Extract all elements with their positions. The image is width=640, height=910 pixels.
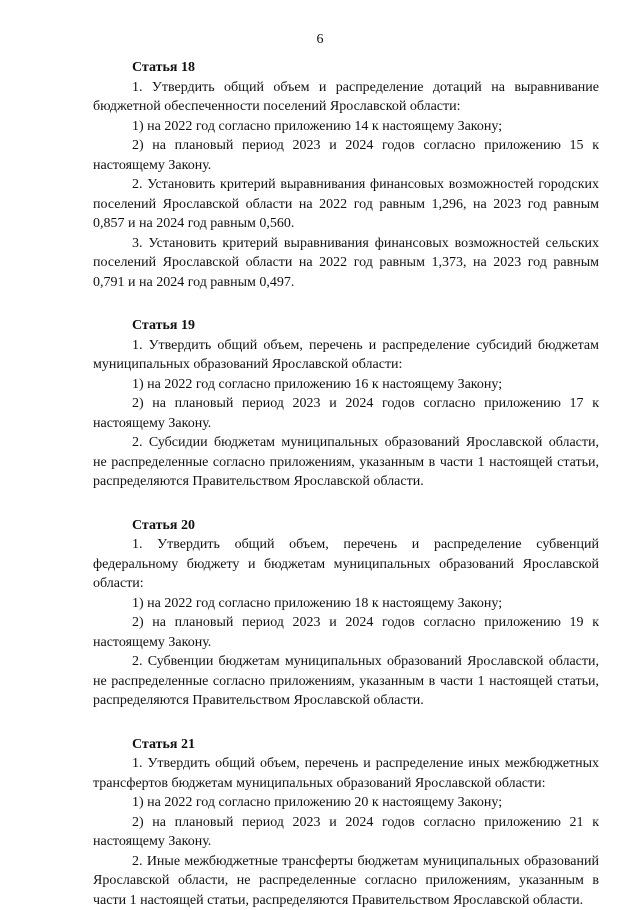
article-paragraph: 1. Утвердить общий объем, перечень и распределение иных межбюджетных трансфертов бюджетам муниципальных образований Ярославской области: <box>93 754 599 793</box>
article-paragraph: 1) на 2022 год согласно приложению 18 к настоящему Закону; <box>93 594 599 614</box>
article-21 <box>93 735 599 910</box>
document-body <box>93 58 599 910</box>
article-paragraph: 2. Иные межбюджетные трансферты бюджетам муниципальных образований Ярославской области, не распределенные согласно приложениям, указанным в части 1 настоящей статьи, распределяются Правительством Ярославской области. <box>93 852 599 910</box>
article-paragraph: 2) на плановый период 2023 и 2024 годов согласно приложению 21 к настоящему Закону. <box>93 813 599 852</box>
article-title: Статья 20 <box>132 516 599 536</box>
article-paragraph: 1. Утвердить общий объем, перечень и распределение субсидий бюджетам муниципальных образований Ярославской области: <box>93 336 599 375</box>
article-paragraph: 1) на 2022 год согласно приложению 14 к настоящему Закону; <box>93 117 599 137</box>
article-20 <box>93 516 599 711</box>
article-title: Статья 21 <box>132 735 599 755</box>
article-19 <box>93 316 599 492</box>
article-paragraph: 2) на плановый период 2023 и 2024 годов согласно приложению 17 к настоящему Закону. <box>93 394 599 433</box>
article-title: Статья 19 <box>132 316 599 336</box>
article-paragraph: 2. Установить критерий выравнивания финансовых возможностей городских поселений Ярославской области на 2022 год равным 1,296, на 2023 год равным 0,857 и на 2024 год равным 0,560. <box>93 175 599 234</box>
article-title: Статья 18 <box>132 58 599 78</box>
article-paragraph: 1. Утвердить общий объем и распределение дотаций на выравнивание бюджетной обеспеченности поселений Ярославской области: <box>93 78 599 117</box>
article-paragraph: 2) на плановый период 2023 и 2024 годов согласно приложению 19 к настоящему Закону. <box>93 613 599 652</box>
article-paragraph: 1) на 2022 год согласно приложению 16 к настоящему Закону; <box>93 375 599 395</box>
article-paragraph: 2) на плановый период 2023 и 2024 годов согласно приложению 15 к настоящему Закону. <box>93 136 599 175</box>
article-paragraph: 2. Субвенции бюджетам муниципальных образований Ярославской области, не распределенные согласно приложениям, указанным в части 1 настоящей статьи, распределяются Правительством Ярославской области. <box>93 652 599 711</box>
article-18 <box>93 58 599 292</box>
article-paragraph: 1) на 2022 год согласно приложению 20 к настоящему Закону; <box>93 793 599 813</box>
page-number: 6 <box>0 31 640 49</box>
article-paragraph: 2. Субсидии бюджетам муниципальных образований Ярославской области, не распределенные согласно приложениям, указанным в части 1 настоящей статьи, распределяются Правительством Ярославской области. <box>93 433 599 492</box>
article-paragraph: 3. Установить критерий выравнивания финансовых возможностей сельских поселений Ярославской области на 2022 год равным 1,373, на 2023 год равным 0,791 и на 2024 год равным 0,497. <box>93 234 599 293</box>
article-paragraph: 1. Утвердить общий объем, перечень и распределение субвенций федеральному бюджету и бюджетам муниципальных образований Ярославской области: <box>93 535 599 594</box>
